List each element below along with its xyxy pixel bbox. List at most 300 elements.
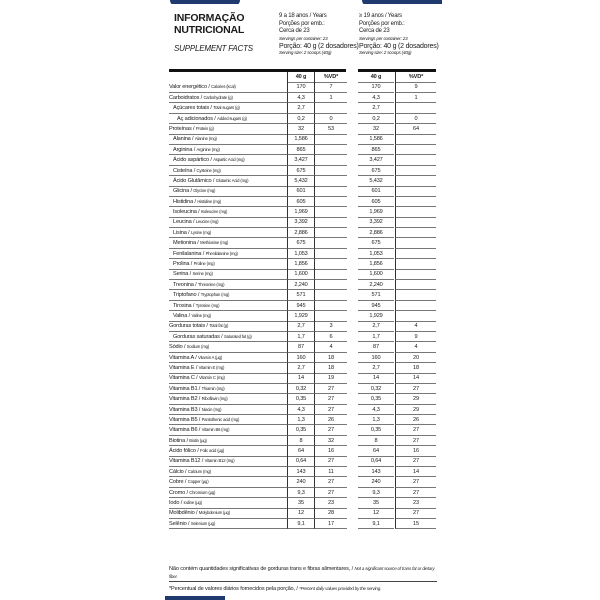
nutrient-name-pt: Prolina / xyxy=(173,261,194,268)
dv-adults: 1 xyxy=(395,93,436,104)
nutrient-name-en: Thiamin (mg) xyxy=(201,385,225,391)
nutrient-name-pt: Aç adicionados / xyxy=(177,115,218,122)
amount-children: 1,600 xyxy=(287,269,314,280)
nutrient-name-pt: Histidina / xyxy=(173,198,198,205)
nutrient-label xyxy=(169,301,291,312)
amount-adults: 2,886 xyxy=(358,228,394,239)
nutrient-name-pt: Lisina / xyxy=(173,229,191,236)
table-row xyxy=(169,363,439,373)
nutrient-label xyxy=(169,415,287,426)
table-row xyxy=(169,166,439,176)
table-row xyxy=(169,290,439,300)
amount-children: 143 xyxy=(287,467,314,478)
amount-adults: 9,1 xyxy=(358,519,394,530)
nutrient-label xyxy=(169,280,291,291)
table-row xyxy=(169,217,439,227)
servings-count: Cerca de 23 xyxy=(359,28,390,35)
amount-adults: 0,35 xyxy=(358,394,394,405)
table-row xyxy=(169,456,439,466)
label-subtitle: SUPPLEMENT FACTS xyxy=(174,44,253,53)
nutrient-name-en: Aspartic Acid (mg) xyxy=(213,157,245,163)
amount-children: 3,392 xyxy=(287,217,314,228)
dv-children xyxy=(314,155,347,166)
nutrient-name-en: Proline (mg) xyxy=(193,261,215,267)
nutrient-label xyxy=(169,446,287,457)
dv-children: 27 xyxy=(314,456,347,467)
nutrient-name-pt: Leucina / xyxy=(173,219,196,226)
dv-children xyxy=(314,134,347,145)
title-line-2: NUTRICIONAL xyxy=(174,24,245,36)
amount-adults: 160 xyxy=(358,353,394,364)
table-row xyxy=(169,508,439,518)
header-dv-b: %VD* xyxy=(395,72,436,83)
dv-adults: 18 xyxy=(395,363,436,374)
nutrient-label xyxy=(169,249,291,260)
nutrient-name-en: Niacin (mg) xyxy=(201,406,222,412)
nutrient-name-pt: Vitamina C / xyxy=(169,375,199,382)
amount-children: 160 xyxy=(287,353,314,364)
nutrient-name-en: Glutamic Acid (mg) xyxy=(215,177,249,183)
nutrient-label xyxy=(169,311,291,322)
dv-children xyxy=(314,290,347,301)
amount-children: 1,053 xyxy=(287,249,314,260)
amount-children: 0,64 xyxy=(287,456,314,467)
nutrient-label xyxy=(169,93,287,104)
nutrient-name-pt: Selênio / xyxy=(169,520,191,527)
nutrient-name-pt: Carboidratos / xyxy=(169,94,204,101)
amount-children: 5,432 xyxy=(287,176,314,187)
table-row xyxy=(169,321,439,331)
amount-adults: 0,2 xyxy=(358,114,394,125)
nutrient-label xyxy=(169,228,291,239)
nutrient-name-en: Tyrosine (mg) xyxy=(195,302,220,308)
dv-children: 27 xyxy=(314,405,347,416)
dv-adults: 20 xyxy=(395,353,436,364)
amount-adults: 1,053 xyxy=(358,249,394,260)
table-row xyxy=(169,488,439,498)
nutrient-name-en: Pantothenic acid (mg) xyxy=(201,416,240,422)
nutrient-name-en: Iodine (µg) xyxy=(183,500,202,506)
age-range: 9 a 18 anos / Years xyxy=(279,13,327,19)
nutrient-name-pt: Vitamina B12 / xyxy=(169,458,205,465)
footnote-pt: *Percentual de valores diários fornecidos pela porção, / xyxy=(169,586,300,592)
amount-adults: 0,64 xyxy=(358,456,394,467)
amount-children: 8 xyxy=(287,436,314,447)
footer-divider xyxy=(169,581,437,582)
servings-english: Servings per container: 23 xyxy=(279,35,328,41)
amount-children: 4,3 xyxy=(287,405,314,416)
nutrient-name-en: Phenilalanine (mg) xyxy=(205,250,238,256)
amount-children: 170 xyxy=(287,82,314,93)
table-row xyxy=(169,394,439,404)
dv-adults xyxy=(395,217,436,228)
table-row xyxy=(169,477,439,487)
dv-adults: 27 xyxy=(395,384,436,395)
dv-adults xyxy=(395,311,436,322)
amount-adults: 0,35 xyxy=(358,425,394,436)
nutrient-name-pt: Valina / xyxy=(173,312,192,319)
nutrient-label xyxy=(169,269,291,280)
amount-adults: 9,3 xyxy=(358,488,394,499)
amount-adults: 2,7 xyxy=(358,321,394,332)
table-row xyxy=(169,228,439,238)
amount-children: 0,32 xyxy=(287,384,314,395)
nutrient-label xyxy=(169,207,291,218)
nutrient-name-en: Valine (mg) xyxy=(191,312,211,318)
nutrient-label xyxy=(169,155,291,166)
dv-children: 28 xyxy=(314,508,347,519)
amount-children: 865 xyxy=(287,145,314,156)
dv-adults: 27 xyxy=(395,456,436,467)
dv-adults xyxy=(395,176,436,187)
amount-adults: 4,3 xyxy=(358,405,394,416)
nutrient-name-en: Riboflavin (mg) xyxy=(201,396,228,402)
amount-adults: 2,7 xyxy=(358,103,394,114)
amount-adults: 87 xyxy=(358,342,394,353)
footnote-en: Not a significant source of trans fat or dietary fiber. xyxy=(169,566,435,579)
dv-adults xyxy=(395,186,436,197)
amount-adults: 12 xyxy=(358,508,394,519)
amount-children: 601 xyxy=(287,186,314,197)
table-row xyxy=(169,415,439,425)
nutrient-name-en: Vitamin A (µg) xyxy=(198,354,223,360)
dv-adults: 27 xyxy=(395,477,436,488)
table-row xyxy=(169,186,439,196)
dv-adults xyxy=(395,103,436,114)
table-row xyxy=(169,259,439,269)
nutrient-name-pt: Vitamina B1 / xyxy=(169,385,202,392)
dv-children: 6 xyxy=(314,332,347,343)
nutrient-name-en: Vitamin E (mg) xyxy=(198,364,225,370)
amount-adults: 1,600 xyxy=(358,269,394,280)
nutrient-name-en: Carbohydrate (g) xyxy=(203,94,233,100)
nutrient-name-pt: Glicina / xyxy=(173,188,194,195)
nutrient-label xyxy=(169,134,291,145)
table-row xyxy=(169,155,439,165)
amount-adults: 571 xyxy=(358,290,394,301)
amount-adults: 5,432 xyxy=(358,176,394,187)
nutrient-name-en: Vitamin C (mg) xyxy=(198,375,225,381)
nutrient-label xyxy=(169,290,291,301)
amount-children: 0,35 xyxy=(287,394,314,405)
nutrient-label xyxy=(169,197,291,208)
servings-count: Cerca de 23 xyxy=(279,28,310,35)
table-row xyxy=(169,332,439,342)
amount-children: 2,7 xyxy=(287,321,314,332)
table-row xyxy=(169,301,439,311)
nutrient-name-en: Tryptophan (mg) xyxy=(200,292,230,298)
table-row xyxy=(169,269,439,279)
amount-adults: 2,7 xyxy=(358,363,394,374)
nutrient-label xyxy=(169,259,291,270)
amount-children: 0,2 xyxy=(287,114,314,125)
table-row xyxy=(169,134,439,144)
nutrient-name-en: Molybdenium (µg) xyxy=(198,510,230,516)
table-row xyxy=(169,342,439,352)
amount-adults: 240 xyxy=(358,477,394,488)
dv-adults xyxy=(395,145,436,156)
nutrient-name-en: Glycine (mg) xyxy=(193,188,216,194)
dv-adults xyxy=(395,259,436,270)
table-row xyxy=(169,93,439,103)
dv-adults xyxy=(395,134,436,145)
dv-adults xyxy=(395,207,436,218)
nutrient-name-en: Methionine (mg) xyxy=(200,240,229,246)
nutrient-name-en: Sodium (mg) xyxy=(186,344,210,350)
dv-children: 16 xyxy=(314,446,347,457)
amount-adults: 14 xyxy=(358,373,394,384)
amount-adults: 170 xyxy=(358,82,394,93)
dv-children: 27 xyxy=(314,394,347,405)
amount-children: 1,969 xyxy=(287,207,314,218)
dv-adults xyxy=(395,197,436,208)
amount-adults: 1,586 xyxy=(358,134,394,145)
nutrient-label xyxy=(169,114,295,125)
nutrient-label xyxy=(169,394,287,405)
footnote-en: *Percent daily values provided by the serving. xyxy=(299,586,382,591)
amount-children: 4,3 xyxy=(287,93,314,104)
table-row xyxy=(169,238,439,248)
dv-adults: 23 xyxy=(395,498,436,509)
amount-children: 1,3 xyxy=(287,415,314,426)
table-row xyxy=(169,82,439,92)
nutrition-table xyxy=(169,72,439,529)
table-row xyxy=(169,311,439,321)
amount-children: 9,1 xyxy=(287,519,314,530)
header-group-children xyxy=(279,13,359,56)
amount-adults: 32 xyxy=(358,124,394,135)
dv-children: 32 xyxy=(314,436,347,447)
servings-label: Porções por emb.: xyxy=(359,20,405,27)
nutrient-label xyxy=(169,321,287,332)
nutrient-name-en: Vitamin B6 (mg) xyxy=(201,427,230,433)
dv-children xyxy=(314,301,347,312)
table-row xyxy=(169,498,439,508)
table-row xyxy=(169,197,439,207)
nutrient-label xyxy=(169,436,287,447)
amount-adults: 945 xyxy=(358,301,394,312)
nutrient-name-pt: Gorduras totais / xyxy=(169,323,210,330)
amount-children: 945 xyxy=(287,301,314,312)
nutrient-name-en: Calcium (mg) xyxy=(187,468,211,474)
dv-children xyxy=(314,238,347,249)
dv-adults xyxy=(395,228,436,239)
dv-adults xyxy=(395,249,436,260)
table-header-row xyxy=(169,72,439,82)
nutrient-name-pt: Ácido aspártico / xyxy=(173,157,214,164)
amount-children: 605 xyxy=(287,197,314,208)
amount-adults: 675 xyxy=(358,166,394,177)
portion-size-english: Serving size: 2 scoops (40g) xyxy=(359,50,412,56)
nutrient-name-pt: Biotina / xyxy=(169,437,190,444)
dv-children: 19 xyxy=(314,373,347,384)
dv-children xyxy=(314,280,347,291)
nutrient-name-en: Total sugars (g) xyxy=(213,105,240,111)
amount-adults: 1,7 xyxy=(358,332,394,343)
nutrient-label xyxy=(169,488,287,499)
nutrient-name-pt: Tirosina / xyxy=(173,302,196,309)
nutrient-name-en: Alanine (mg) xyxy=(194,136,217,142)
amount-children: 14 xyxy=(287,373,314,384)
nutrient-name-pt: Vitamina E / xyxy=(169,364,199,371)
nutrient-name-en: Protein (g) xyxy=(195,125,214,131)
amount-adults: 4,3 xyxy=(358,93,394,104)
dv-children xyxy=(314,145,347,156)
nutrient-label xyxy=(169,166,291,177)
nutrient-name-en: Lysine (mg) xyxy=(190,229,212,235)
nutrient-name-pt: Proteínas / xyxy=(169,125,196,132)
table-row xyxy=(169,467,439,477)
table-row xyxy=(169,519,439,529)
nutrient-label xyxy=(169,384,287,395)
dv-children: 11 xyxy=(314,467,347,478)
nutrient-name-pt: Metionina / xyxy=(173,240,201,247)
dv-children: 27 xyxy=(314,425,347,436)
amount-children: 9,3 xyxy=(287,488,314,499)
nutrient-name-en: Saturated fat (g) xyxy=(223,333,252,339)
dv-adults: 9 xyxy=(395,332,436,343)
table-row xyxy=(169,249,439,259)
nutrient-label xyxy=(169,332,291,343)
portion-size: Porção: 40 g (2 dosadores) xyxy=(359,42,439,50)
dv-adults: 27 xyxy=(395,436,436,447)
dv-children xyxy=(314,269,347,280)
header-dv-a: %VD* xyxy=(314,72,347,83)
dv-adults: 0 xyxy=(395,114,436,125)
table-row xyxy=(169,446,439,456)
portion-size: Porção: 40 g (2 dosadores) xyxy=(279,42,359,50)
dv-children xyxy=(314,228,347,239)
nutrient-name-en: Cysteine (mg) xyxy=(196,167,221,173)
header-amount-b: 40 g xyxy=(358,72,394,83)
dv-children: 18 xyxy=(314,363,347,374)
nutrient-label xyxy=(169,477,287,488)
amount-children: 2,886 xyxy=(287,228,314,239)
amount-children: 2,7 xyxy=(287,363,314,374)
dv-adults: 64 xyxy=(395,124,436,135)
amount-adults: 143 xyxy=(358,467,394,478)
nutrient-label xyxy=(169,145,291,156)
amount-children: 35 xyxy=(287,498,314,509)
nutrient-name-pt: Cálcio / xyxy=(169,468,188,475)
table-row xyxy=(169,384,439,394)
amount-children: 571 xyxy=(287,290,314,301)
nutrient-name-en: Leucine (mg) xyxy=(195,219,219,225)
amount-adults: 1,969 xyxy=(358,207,394,218)
dv-adults: 9 xyxy=(395,82,436,93)
nutrient-name-en: Threonine (mg) xyxy=(197,281,225,287)
nutrient-name-pt: Valor energético / xyxy=(169,84,212,91)
nutrient-name-pt: Vitamina B6 / xyxy=(169,427,202,434)
dv-children xyxy=(314,249,347,260)
dv-adults xyxy=(395,238,436,249)
decorative-band-bottom xyxy=(165,596,225,600)
nutrient-label xyxy=(169,176,291,187)
amount-children: 12 xyxy=(287,508,314,519)
header-group-adults xyxy=(359,13,439,56)
dv-adults: 27 xyxy=(395,425,436,436)
nutrient-label xyxy=(169,353,287,364)
nutrient-name-pt: Molibdênio / xyxy=(169,510,199,517)
dv-children xyxy=(314,103,347,114)
servings-english: Servings per container: 23 xyxy=(359,35,408,41)
table-row xyxy=(169,124,439,134)
nutrient-name-pt: Gorduras saturadas / xyxy=(173,333,224,340)
nutrient-name-pt: Fenilalanina / xyxy=(173,250,206,257)
nutrient-name-en: Biotin (µg) xyxy=(189,437,207,443)
nutrient-name-pt: Isoleucina / xyxy=(173,209,201,216)
amount-children: 1,856 xyxy=(287,259,314,270)
nutrient-label xyxy=(169,217,291,228)
dv-adults: 27 xyxy=(395,488,436,499)
dv-adults: 4 xyxy=(395,321,436,332)
nutrient-label xyxy=(169,508,287,519)
nutrient-label xyxy=(169,103,291,114)
nutrient-label xyxy=(169,425,287,436)
nutrient-name-en: Histidine (mg) xyxy=(197,198,222,204)
dv-adults xyxy=(395,280,436,291)
dv-adults: 27 xyxy=(395,508,436,519)
nutrient-label xyxy=(169,124,287,135)
dv-children xyxy=(314,207,347,218)
amount-children: 3,427 xyxy=(287,155,314,166)
age-range: ≥ 19 anos / Years xyxy=(359,13,402,19)
amount-adults: 3,427 xyxy=(358,155,394,166)
amount-adults: 0,32 xyxy=(358,384,394,395)
amount-children: 87 xyxy=(287,342,314,353)
nutrient-name-en: Serine (mg) xyxy=(192,271,213,277)
nutrient-name-en: Isoleucine (mg) xyxy=(200,209,228,215)
nutrient-name-en: Calories (kcal) xyxy=(211,84,236,90)
dv-children: 4 xyxy=(314,342,347,353)
amount-adults: 601 xyxy=(358,186,394,197)
dv-children xyxy=(314,176,347,187)
dv-children: 18 xyxy=(314,353,347,364)
amount-children: 675 xyxy=(287,238,314,249)
dv-children xyxy=(314,197,347,208)
dv-children: 0 xyxy=(314,114,347,125)
nutrient-label xyxy=(169,342,287,353)
footnote-daily-values xyxy=(169,585,439,593)
dv-adults: 15 xyxy=(395,519,436,530)
nutrient-label xyxy=(169,363,287,374)
amount-children: 1,929 xyxy=(287,311,314,322)
servings-label: Porções por emb.: xyxy=(279,20,325,27)
nutrient-name-pt: Ácido Glutâmico / xyxy=(173,177,216,184)
amount-adults: 3,392 xyxy=(358,217,394,228)
nutrient-name-en: Copper (µg) xyxy=(187,479,209,485)
amount-adults: 2,240 xyxy=(358,280,394,291)
dv-children xyxy=(314,166,347,177)
header-amount-a: 40 g xyxy=(287,72,314,83)
dv-adults: 26 xyxy=(395,415,436,426)
table-row xyxy=(169,103,439,113)
dv-children xyxy=(314,186,347,197)
dv-children xyxy=(314,217,347,228)
nutrient-label xyxy=(169,82,287,93)
nutrient-name-en: Chromium (µg) xyxy=(189,489,216,495)
nutrient-name-en: Added sugars (g) xyxy=(217,115,247,121)
label-title xyxy=(174,12,244,36)
nutrient-name-pt: Cromo / xyxy=(169,489,190,496)
table-row xyxy=(169,353,439,363)
dv-adults: 29 xyxy=(395,405,436,416)
amount-children: 1,586 xyxy=(287,134,314,145)
nutrient-name-pt: Iodo / xyxy=(169,500,184,507)
table-row xyxy=(169,425,439,435)
amount-children: 0,35 xyxy=(287,425,314,436)
dv-adults: 29 xyxy=(395,394,436,405)
